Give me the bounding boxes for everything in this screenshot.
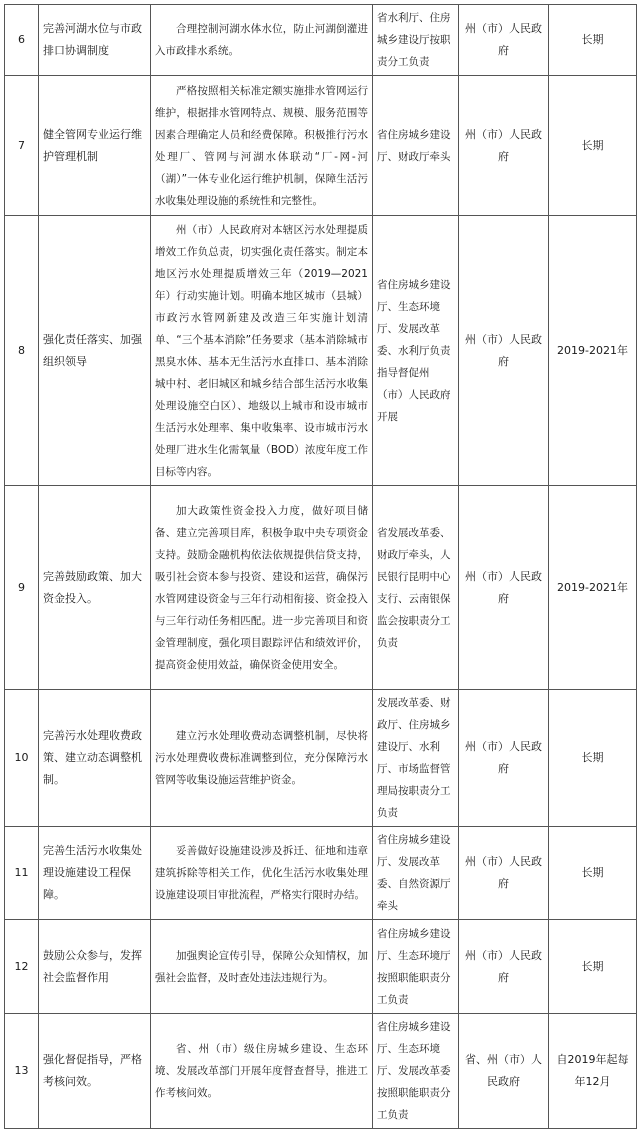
row-number: 13 xyxy=(5,1014,39,1129)
responsible-government: 省、州（市）人民政府 xyxy=(459,1014,549,1129)
row-number: 8 xyxy=(5,216,39,486)
row-number: 9 xyxy=(5,486,39,690)
task-name: 完善生活污水收集处理设施建设工程保障。 xyxy=(39,827,151,920)
task-name: 健全管网专业运行维护管理机制 xyxy=(39,76,151,216)
task-measure: 妥善做好设施建设涉及拆迁、征地和违章建筑拆除等相关工作，优化生活污水收集处理设施建设项目审批流程，严格实行限时办结。 xyxy=(151,827,373,920)
deadline: 长期 xyxy=(549,76,637,216)
responsible-government: 州（市）人民政府 xyxy=(459,76,549,216)
responsible-department: 省发展改革委、财政厅牵头，人民银行昆明中心支行、云南银保监会按职责分工负责 xyxy=(373,486,459,690)
task-name: 强化责任落实、加强组织领导 xyxy=(39,216,151,486)
responsible-government: 州（市）人民政府 xyxy=(459,486,549,690)
responsible-department: 省住房城乡建设厅、生态环境厅按照职能职责分工负责 xyxy=(373,920,459,1014)
deadline: 长期 xyxy=(549,5,637,76)
row-number: 6 xyxy=(5,5,39,76)
deadline: 长期 xyxy=(549,827,637,920)
responsible-department: 省住房城乡建设厅、生态环境厅、发展改革委、水利厅负责指导督促州（市）人民政府开展 xyxy=(373,216,459,486)
row-number: 7 xyxy=(5,76,39,216)
deadline: 2019-2021年 xyxy=(549,486,637,690)
row-number: 11 xyxy=(5,827,39,920)
task-measure: 严格按照相关标准定额实施排水管网运行维护，根据排水管网特点、规模、服务范围等因素合理确定人员和经费保障。积极推行污水处理厂、管网与河湖水体联动“厂-网-河（湖）”一体专业化运行维护机制，保障生活污水收集处理设施的系统性和完整性。 xyxy=(151,76,373,216)
table-row xyxy=(5,486,637,690)
task-name: 强化督促指导，严格考核问效。 xyxy=(39,1014,151,1129)
row-number: 10 xyxy=(5,690,39,827)
responsible-department: 省水利厅、住房城乡建设厅按职责分工负责 xyxy=(373,5,459,76)
task-table xyxy=(4,4,637,1129)
responsible-government: 州（市）人民政府 xyxy=(459,827,549,920)
responsible-department: 省住房城乡建设厅、生态环境厅、发展改革委按照职能职责分工负责 xyxy=(373,1014,459,1129)
row-number: 12 xyxy=(5,920,39,1014)
task-name: 完善鼓励政策、加大资金投入。 xyxy=(39,486,151,690)
task-name: 完善污水处理收费政策、建立动态调整机制。 xyxy=(39,690,151,827)
table-row xyxy=(5,827,637,920)
responsible-government: 州（市）人民政府 xyxy=(459,216,549,486)
table-row xyxy=(5,690,637,827)
deadline: 自2019年起每年12月 xyxy=(549,1014,637,1129)
responsible-department: 省住房城乡建设厅、财政厅牵头 xyxy=(373,76,459,216)
task-measure: 州（市）人民政府对本辖区污水处理提质增效工作负总责，切实强化责任落实。制定本地区污水处理提质增效三年（2019—2021年）行动实施计划。明确本地区城市（县城）市政污水管网新建及改造三年实施计划清单、“三个基本消除”任务要求（基本消除城市黑臭水体、基本无生活污水直排口、基本消除城中村、老旧城区和城乡结合部生活污水收集处理设施空白区）、地级以上城市和设市城市生活污水处理率、集中收集率、设市城市污水处理厂进水生化需氧量（BOD）浓度年度工作目标等内容。 xyxy=(151,216,373,486)
responsible-department: 发展改革委、财政厅、住房城乡建设厅、水利厅、市场监督管理局按职责分工负责 xyxy=(373,690,459,827)
deadline: 长期 xyxy=(549,690,637,827)
responsible-department: 省住房城乡建设厅、发展改革委、自然资源厅牵头 xyxy=(373,827,459,920)
responsible-government: 州（市）人民政府 xyxy=(459,920,549,1014)
task-name: 完善河湖水位与市政排口协调制度 xyxy=(39,5,151,76)
table-row xyxy=(5,76,637,216)
task-measure: 合理控制河湖水体水位，防止河湖倒灌进入市政排水系统。 xyxy=(151,5,373,76)
table-row xyxy=(5,920,637,1014)
table-row xyxy=(5,1014,637,1129)
deadline: 长期 xyxy=(549,920,637,1014)
responsible-government: 州（市）人民政府 xyxy=(459,690,549,827)
task-measure: 省、州（市）级住房城乡建设、生态环境、发展改革部门开展年度督查督导，推进工作考核问效。 xyxy=(151,1014,373,1129)
table-row xyxy=(5,216,637,486)
task-measure: 加强舆论宣传引导，保障公众知情权，加强社会监督，及时查处违法违规行为。 xyxy=(151,920,373,1014)
table-row xyxy=(5,5,637,76)
responsible-government: 州（市）人民政府 xyxy=(459,5,549,76)
task-measure: 建立污水处理收费动态调整机制，尽快将污水处理费收费标准调整到位，充分保障污水管网等收集设施运营维护资金。 xyxy=(151,690,373,827)
deadline: 2019-2021年 xyxy=(549,216,637,486)
task-measure: 加大政策性资金投入力度，做好项目储备、建立完善项目库，积极争取中央专项资金支持。鼓励金融机构依法依规提供信贷支持，吸引社会资本参与投资、建设和运营，确保污水管网建设资金与三年行动相衔接、资金投入与三年行动任务相匹配。进一步完善项目和资金管理制度，强化项目跟踪评估和绩效评价，提高资金使用效益，确保资金使用安全。 xyxy=(151,486,373,690)
task-name: 鼓励公众参与，发挥社会监督作用 xyxy=(39,920,151,1014)
